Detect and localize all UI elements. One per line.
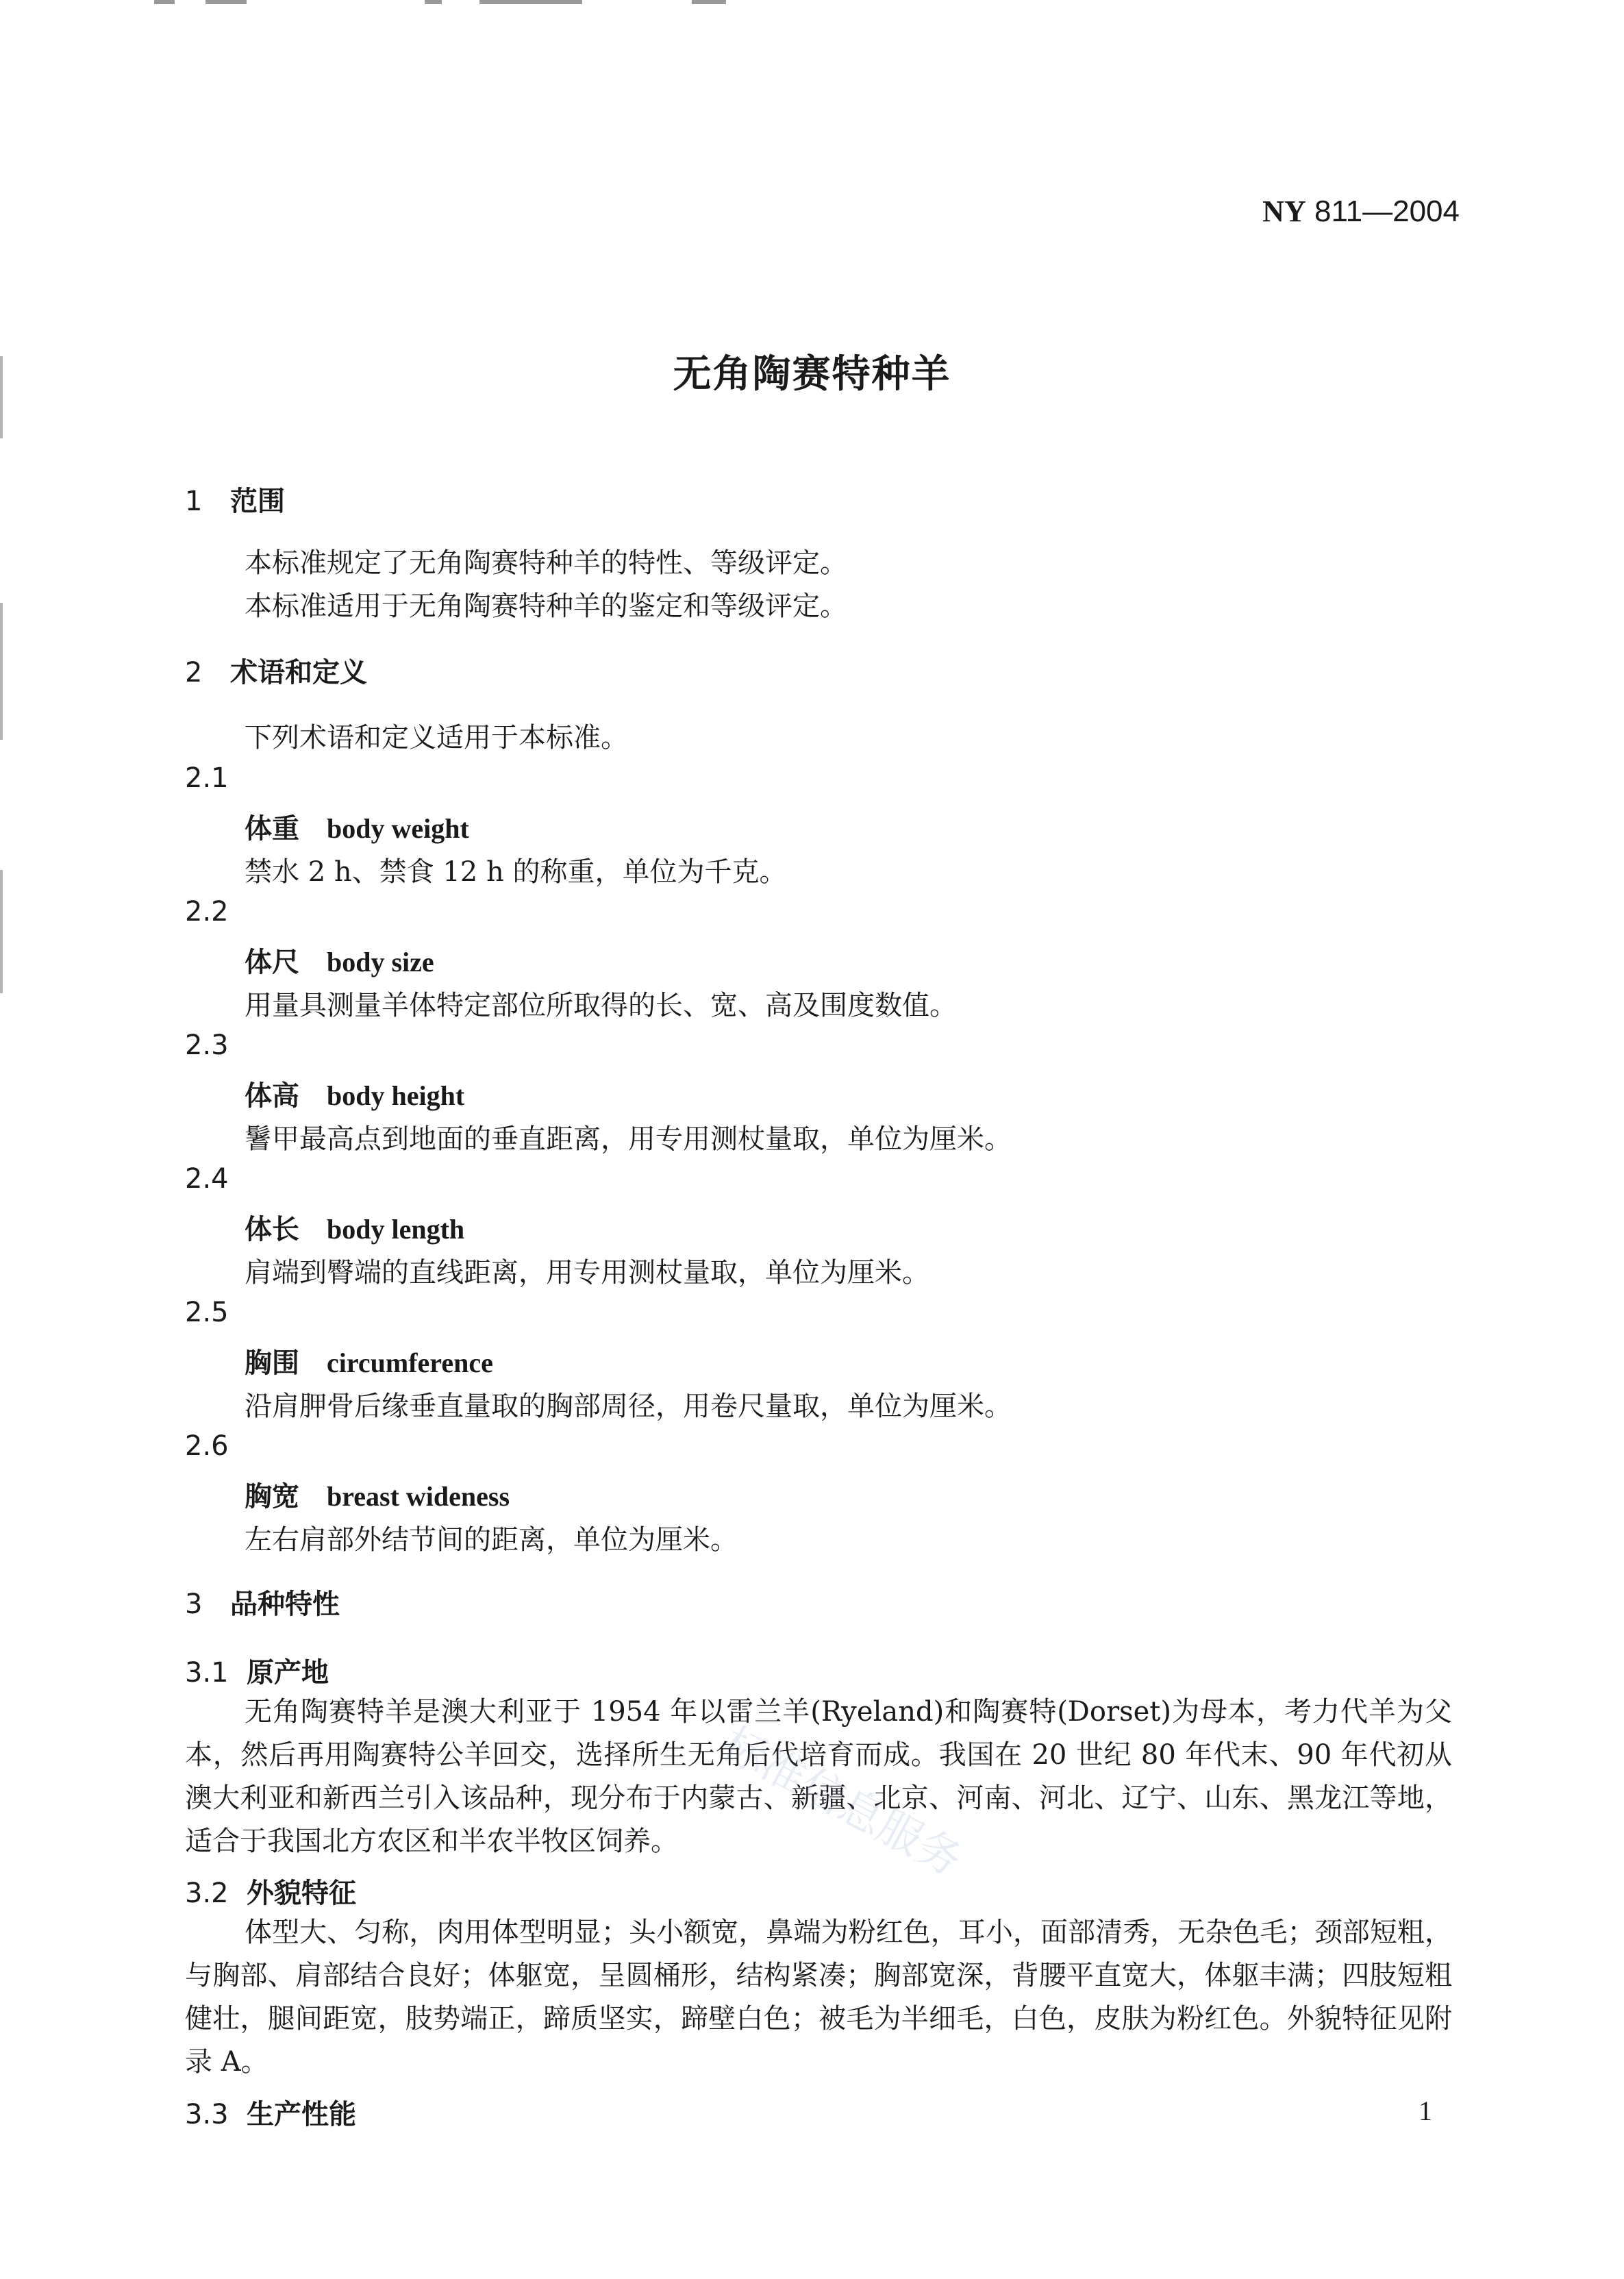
page-number: 1 (1419, 2095, 1432, 2126)
subsection-heading: 3.1 原产地 (185, 1657, 329, 1689)
paragraph: 体型大、匀称，肉用体型明显；头小额宽，鼻端为粉红色，耳小，面部清秀，无杂色毛；颈部短粗，与胸部、肩部结合良好；体躯宽，呈圆桶形，结构紧凑；胸部宽深，背腰平直宽大，体躯丰满；四肢短粗健壮，腿间距宽，肢势端正，蹄质坚实，蹄壁白色；被毛为半细毛，白色，皮肤为粉红色。外貌特征见附录 A。 (185, 1917, 1452, 2078)
term-definition: 禁水 2 h、禁食 12 h 的称重，单位为千克。 (245, 856, 787, 888)
term-heading: 胸宽 breast wideness (245, 1481, 510, 1512)
clause-number: 2.1 (185, 762, 229, 794)
scan-artifact (154, 0, 175, 4)
standard-code: NY 811—2004 (1262, 195, 1460, 228)
term-definition: 沿肩胛骨后缘垂直量取的胸部周径，用卷尺量取，单位为厘米。 (245, 1391, 1012, 1422)
scan-artifact (205, 0, 247, 4)
term-heading: 体长 body length (245, 1214, 465, 1245)
term-heading: 体高 body height (245, 1080, 465, 1112)
watermark: 标准信息服务 (714, 1718, 971, 1887)
subsection-heading: 3.3 生产性能 (185, 2099, 356, 2130)
paragraph: 下列术语和定义适用于本标准。 (245, 722, 628, 754)
term-heading: 胸围 circumference (245, 1347, 493, 1379)
scan-artifact (479, 0, 582, 4)
clause-number: 2.2 (185, 896, 229, 927)
section-heading: 3 品种特性 (185, 1589, 340, 1620)
term-definition: 肩端到臀端的直线距离，用专用测杖量取，单位为厘米。 (245, 1257, 929, 1288)
clause-number: 2.3 (185, 1030, 229, 1061)
scan-edge-mark (0, 603, 3, 740)
subsection-heading: 3.2 外貌特征 (185, 1878, 356, 1909)
paragraph: 无角陶赛特羊是澳大利亚于 1954 年以雷兰羊(Ryeland)和陶赛特(Dorset)为母本，考力代羊为父本，然后再用陶赛特公羊回交，选择所生无角后代培育而成。我国在 20 世纪 80 年代末、90 年代初从澳大利亚和新西兰引入该品种，现分布于内蒙古、新疆、北京、河南、河北、辽宁、山东、黑龙江等地，适合于我国北方农区和半农半牧区饲养。 (185, 1696, 1452, 1857)
term-definition: 鬐甲最高点到地面的垂直距离，用专用测杖量取，单位为厘米。 (245, 1123, 1012, 1155)
clause-number: 2.5 (185, 1297, 229, 1328)
paragraph: 本标准适用于无角陶赛特种羊的鉴定和等级评定。 (245, 590, 847, 622)
paragraph: 本标准规定了无角陶赛特种羊的特性、等级评定。 (245, 547, 847, 579)
clause-number: 2.4 (185, 1163, 229, 1195)
scan-edge-mark (0, 870, 3, 993)
term-definition: 左右肩部外结节间的距离，单位为厘米。 (245, 1524, 738, 1556)
term-definition: 用量具测量羊体特定部位所取得的长、宽、高及围度数值。 (245, 990, 957, 1021)
scan-artifact (692, 0, 726, 4)
term-heading: 体重 body weight (245, 813, 469, 845)
scan-artifact (425, 0, 442, 4)
section-heading: 1 范围 (185, 486, 285, 517)
clause-number: 2.6 (185, 1430, 229, 1462)
section-heading: 2 术语和定义 (185, 657, 367, 688)
page-title: 无角陶赛特种羊 (673, 352, 951, 397)
term-heading: 体尺 body size (245, 947, 434, 978)
